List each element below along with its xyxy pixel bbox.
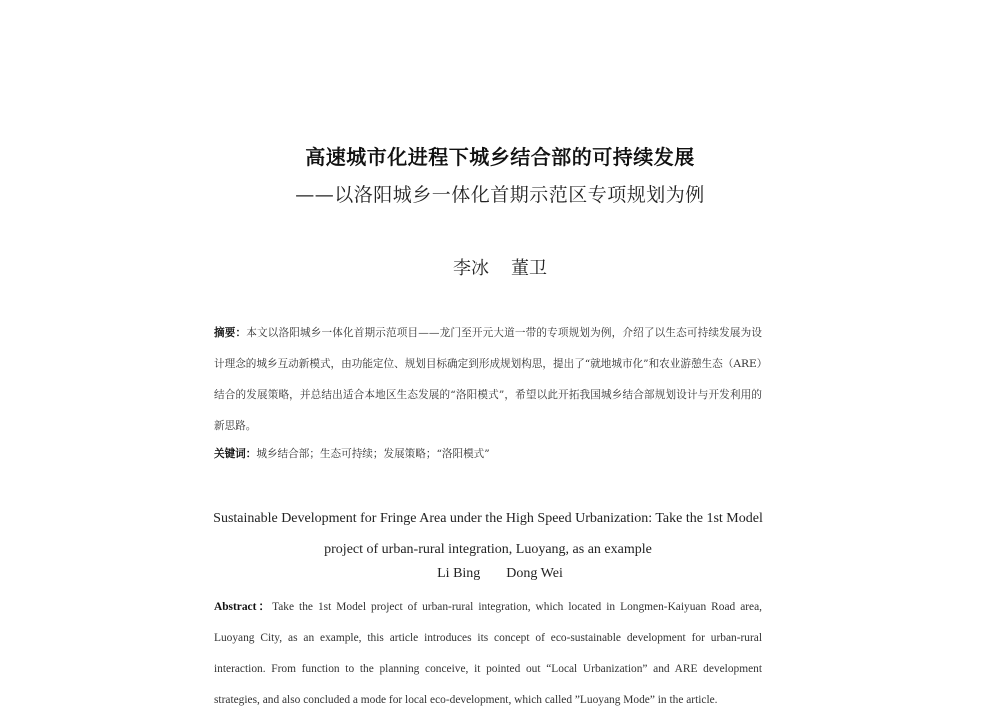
english-authors bbox=[0, 566, 1000, 582]
english-abstract-label: Abstract： bbox=[214, 601, 273, 613]
chinese-title: 高速城市化进程下城乡结合部的可持续发展 bbox=[305, 145, 695, 169]
chinese-abstract bbox=[214, 318, 762, 442]
english-abstract bbox=[214, 592, 762, 716]
chinese-abstract-text: 本文以洛阳城乡一体化首期示范项目——龙门至开元大道一带的专项规划为例，介绍了以生态可持续发展为设计理念的城乡互动新模式，由功能定位、规划目标确定到形成规划构思，提出了“就地城市化”和农业游憩生态（ARE）结合的发展策略，并总结出适合本地区生态发展的“洛阳模式”，希望以此开拓我国城乡结合部规划设计与开发利用的新思路。 bbox=[214, 327, 763, 432]
chinese-keywords-text: 城乡结合部；生态可持续；发展策略；“洛阳模式” bbox=[256, 448, 490, 460]
chinese-abstract-label: 摘要： bbox=[214, 327, 247, 339]
author-en-2: Dong Wei bbox=[506, 566, 563, 581]
chinese-keywords bbox=[214, 442, 762, 466]
author-en-1: Li Bing bbox=[437, 566, 481, 581]
chinese-keywords-label: 关键词： bbox=[214, 448, 257, 460]
chinese-subtitle: ——以洛阳城乡一体化首期示范区专项规划为例 bbox=[295, 184, 705, 206]
author-cn-1: 李冰 bbox=[453, 258, 489, 279]
chinese-authors bbox=[0, 254, 1000, 280]
author-cn-2: 董卫 bbox=[511, 258, 547, 279]
english-abstract-text: Take the 1st Model project of urban-rural integration, which located in Longmen-Kaiyuan Road area, Luoyang City, as an example, this article introduces its concept of eco-sustainable development for urban-rural interaction. From function to the planning conceive, it pointed out “Local Urbanization” and ARE development strategies, and also concluded a mode for local eco-development, which called ”Luoyang Mode” in the article. bbox=[214, 601, 763, 706]
english-title: Sustainable Development for Fringe Area under the High Speed Urbanization: Take the 1st Model project of urban-rural integration, Luoyang, as an example bbox=[213, 511, 763, 557]
